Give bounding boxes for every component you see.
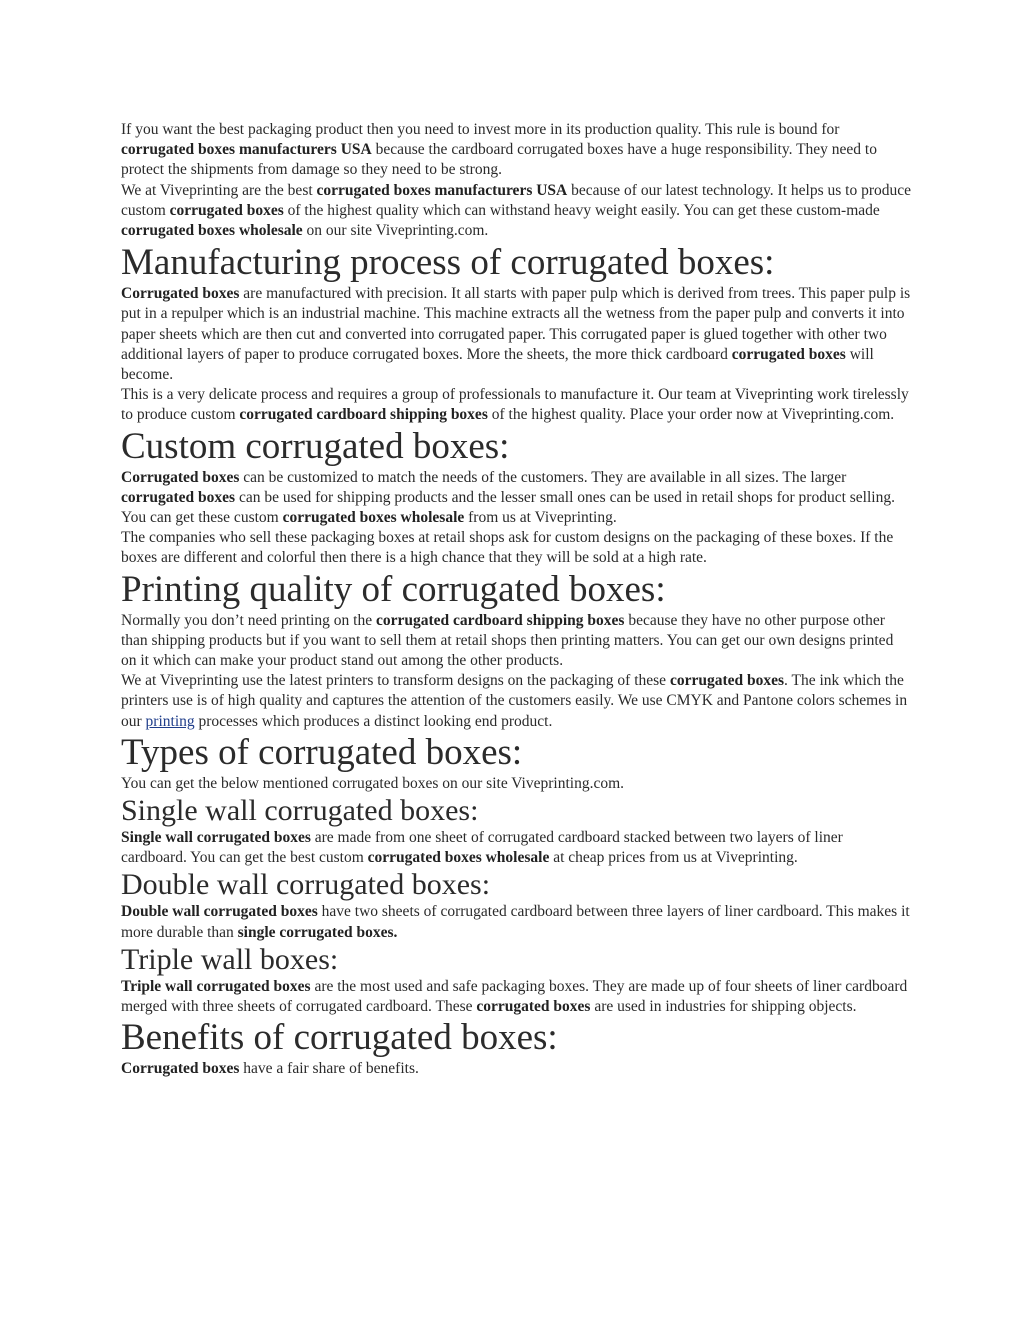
bold-keyword: corrugated boxes manufacturers USA [121, 141, 372, 159]
text-run: can be customized to match the needs of the customers. They are available in all sizes. The larger [239, 468, 847, 486]
printing-paragraph-2 [121, 671, 911, 732]
text-run: are the most used and safe packaging boxes. They are made up of four sheets of liner cardboard merged with three sheets of corrugated cardboard. These [121, 977, 908, 1016]
bold-keyword: corrugated boxes [669, 672, 785, 690]
section-printing [121, 569, 911, 732]
heading-manufacturing-process: Manufacturing process of corrugated boxes: [121, 242, 775, 284]
section-custom [121, 426, 911, 569]
heading-single-wall: Single wall corrugated boxes: [121, 794, 479, 828]
text-run: are made from one sheet of corrugated cardboard stacked between two layers of liner cardboard. You can get the best custom [121, 829, 843, 867]
manufacturing-paragraph-1 [121, 284, 911, 385]
intro-paragraph-1 [121, 120, 911, 181]
types-paragraph [121, 774, 911, 794]
text-run: can be used for shipping products and the lesser small ones can be used in retail shops for product selling. You can get these custom [121, 488, 895, 527]
bold-keyword: Corrugated boxes [121, 1060, 240, 1078]
text-run: . The ink which the printers use is of high quality and captures the attention of the customers easily. We use CMYK and Pantone colors schemes in our [121, 672, 908, 730]
heading-triple-wall: Triple wall boxes: [121, 942, 339, 976]
bold-keyword: corrugated boxes [169, 201, 284, 219]
text-run: because they have no other purpose other than shipping products but if you want to sell them at retail shops then printing matters. You can get our own designs printed on it which can make your product stand out among the other products. [121, 611, 894, 670]
heading-custom-boxes: Custom corrugated boxes: [121, 425, 510, 467]
bold-keyword: corrugated cardboard shipping boxes [376, 611, 625, 629]
bold-keyword: corrugated boxes wholesale [121, 222, 303, 240]
text-run: processes which produces a distinct looking end product. [194, 712, 553, 730]
text-run: We at Viveprinting are the best [121, 181, 317, 199]
bold-keyword: Corrugated boxes [121, 285, 240, 303]
benefits-paragraph [121, 1059, 911, 1079]
text-run: from us at Viveprinting. [464, 509, 617, 527]
single-wall-paragraph [121, 828, 911, 868]
bold-keyword: single corrugated boxes. [237, 923, 398, 941]
section-triple-wall [121, 943, 911, 1017]
section-benefits [121, 1017, 911, 1079]
text-run: The companies who sell these packaging boxes at retail shops ask for custom designs on the packaging of these boxes. If the boxes are different and colorful then there is a high chance that they will be sold at a high rate. [121, 529, 894, 567]
triple-wall-paragraph [121, 977, 911, 1017]
heading-types: Types of corrugated boxes: [121, 731, 523, 773]
text-run: are manufactured with precision. It all starts with paper pulp which is derived from trees. This paper pulp is put in a repulper which is an industrial machine. This machine extracts all the wetness from the paper pulp and converts it into paper sheets which are then cut and converted into corrugated paper. This corrugated paper is glued together with other two additional layers of paper to produce corrugated boxes. More the sheets, the more thick cardboard [121, 285, 911, 363]
bold-keyword: corrugated boxes wholesale [282, 509, 465, 527]
bold-keyword: corrugated boxes [476, 998, 591, 1016]
manufacturing-paragraph-2 [121, 385, 911, 425]
intro-paragraph-2 [121, 181, 911, 242]
text-run: on our site Viveprinting.com. [302, 222, 489, 240]
text-run: You can get the below mentioned corrugated boxes on our site Viveprinting.com. [121, 774, 625, 792]
document-page [121, 120, 911, 1080]
bold-keyword: corrugated boxes [731, 345, 846, 363]
text-run: because the cardboard corrugated boxes have a huge responsibility. They need to protect the shipments from damage so they need to be strong. [121, 141, 877, 179]
bold-keyword: Single wall corrugated boxes [121, 829, 311, 847]
bold-keyword: corrugated boxes [121, 488, 236, 506]
text-run: of the highest quality which can withstand heavy weight easily. You can get these custom-made [283, 201, 880, 219]
section-double-wall [121, 868, 911, 942]
text-run: of the highest quality. Place your order now at Viveprinting.com. [487, 406, 895, 424]
text-run: We at Viveprinting use the latest printers to transform designs on the packaging of these [121, 672, 670, 690]
printing-paragraph-1 [121, 611, 911, 672]
bold-keyword: corrugated cardboard shipping boxes [239, 406, 488, 424]
heading-benefits: Benefits of corrugated boxes: [121, 1017, 558, 1059]
text-run: at cheap prices from us at Viveprinting. [549, 849, 798, 867]
section-manufacturing [121, 242, 911, 425]
bold-keyword: Corrugated boxes [121, 468, 240, 486]
text-run: Normally you don’t need printing on the [121, 611, 376, 629]
text-run: will become. [121, 345, 874, 384]
section-single-wall [121, 794, 911, 868]
text-run: have a fair share of benefits. [239, 1060, 419, 1078]
custom-paragraph-1 [121, 468, 911, 529]
text-run: This is a very delicate process and requires a group of professionals to manufacture it. Our team at Viveprinting work tirelessly to produce custom [121, 386, 909, 424]
heading-printing-quality: Printing quality of corrugated boxes: [121, 568, 666, 610]
double-wall-paragraph [121, 902, 911, 942]
text-run: If you want the best packaging product then you need to invest more in its production quality. This rule is bound for [121, 121, 840, 138]
heading-double-wall: Double wall corrugated boxes: [121, 868, 491, 902]
printing-link[interactable]: printing [145, 712, 195, 730]
section-types [121, 732, 911, 794]
bold-keyword: Triple wall corrugated boxes [121, 977, 311, 995]
text-run: have two sheets of corrugated cardboard between three layers of liner cardboard. This makes it more durable than [121, 903, 910, 941]
text-run: because of our latest technology. It helps us to produce custom [121, 181, 912, 219]
bold-keyword: corrugated boxes wholesale [367, 849, 550, 867]
custom-paragraph-2 [121, 528, 911, 568]
bold-keyword: Double wall corrugated boxes [121, 903, 318, 921]
bold-keyword: corrugated boxes manufacturers USA [316, 181, 568, 199]
text-run: are used in industries for shipping objects. [590, 998, 857, 1016]
